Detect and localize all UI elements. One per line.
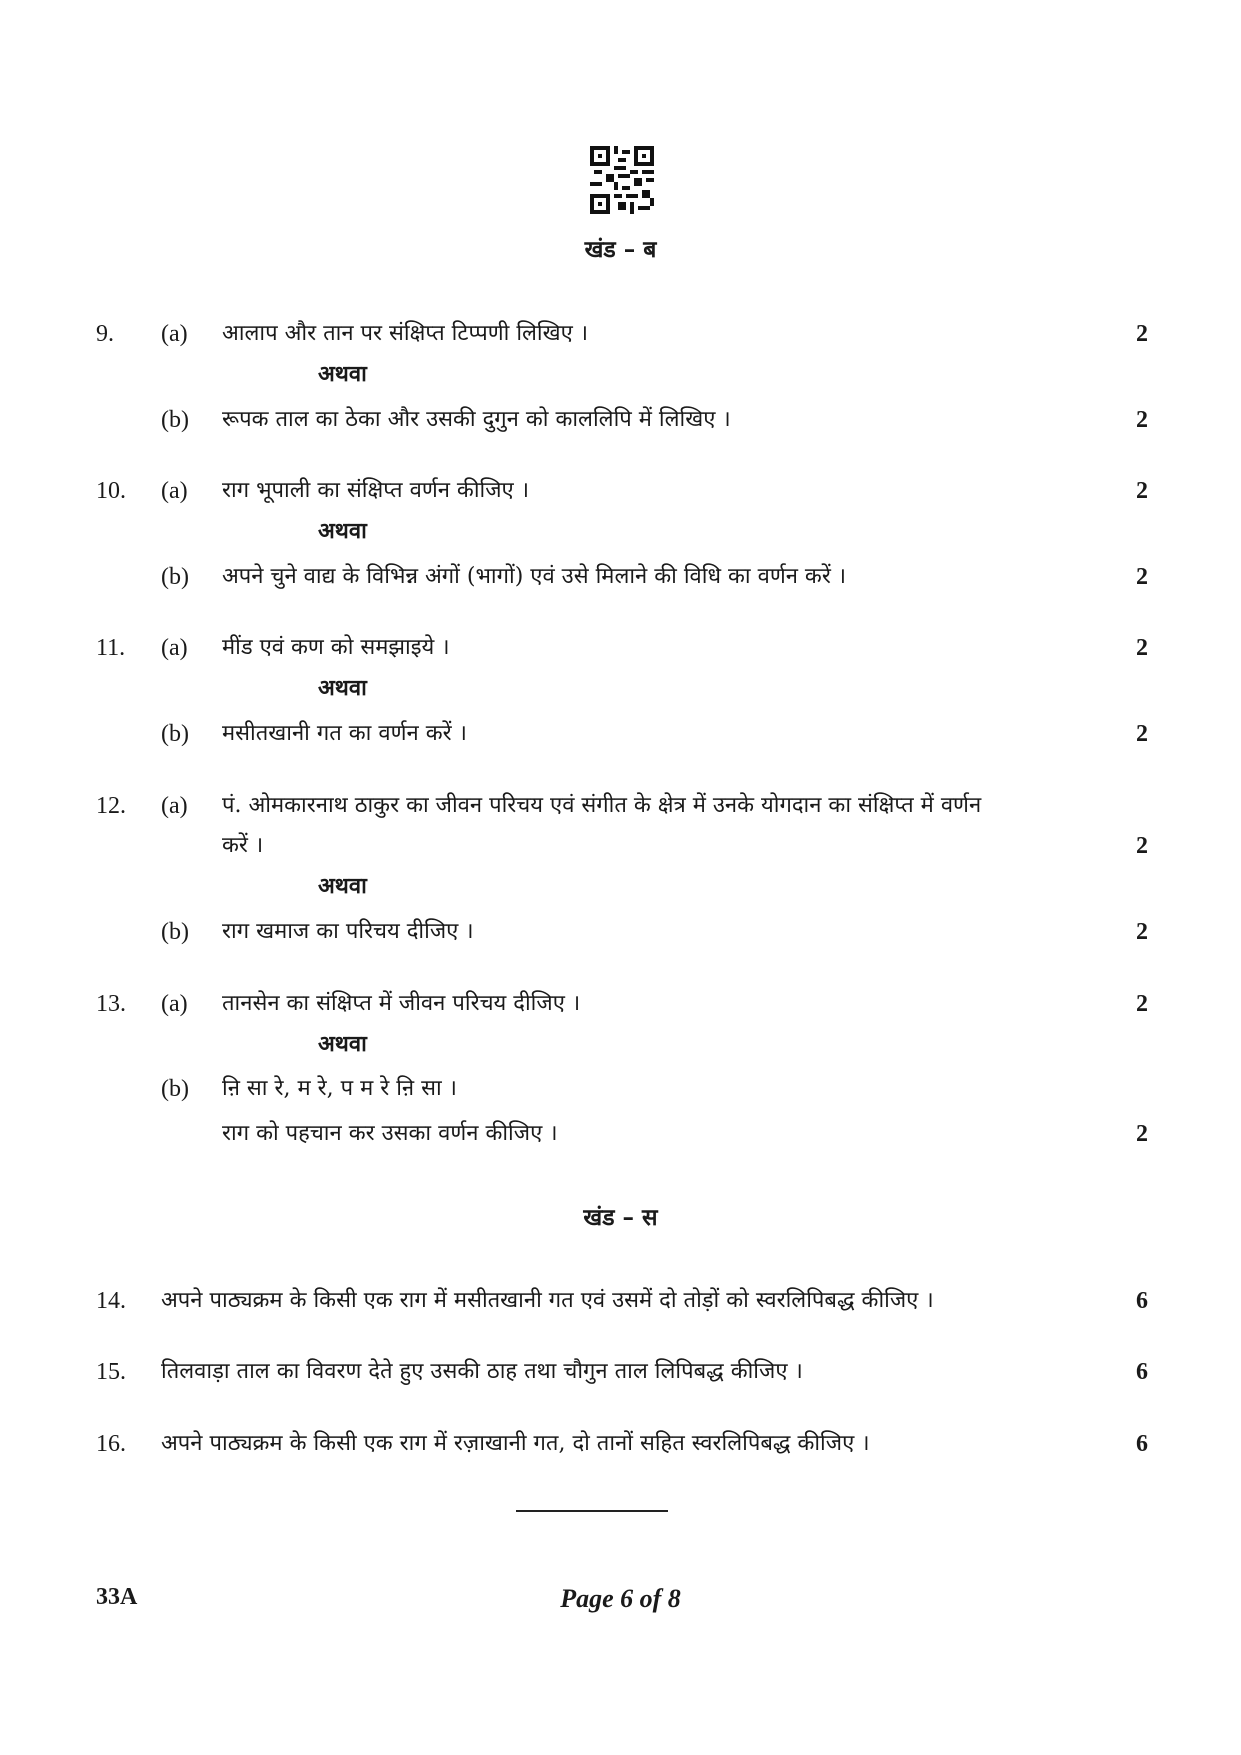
marks: 6: [1136, 1431, 1148, 1457]
question-10a: [0, 471, 1241, 511]
part-label: (a): [161, 793, 188, 819]
or-label: अथवा: [318, 361, 367, 387]
question-13a: [0, 984, 1241, 1024]
question-text: पं. ओमकारनाथ ठाकुर का जीवन परिचय एवं संगीत के क्षेत्र में उनके योगदान का संक्षिप्त में वर्णन: [222, 793, 982, 818]
section-c-heading: खंड – स: [583, 1204, 658, 1231]
question-9a: [0, 314, 1241, 354]
part-label: (b): [161, 564, 189, 590]
or-row: [0, 668, 1241, 708]
question-text: राग खमाज का परिचय दीजिए ।: [222, 919, 474, 944]
question-15: [0, 1352, 1241, 1392]
marks: 2: [1136, 991, 1148, 1017]
part-label: (a): [161, 991, 188, 1017]
or-label: अथवा: [318, 1031, 367, 1057]
or-row: [0, 354, 1241, 394]
marks: 6: [1136, 1359, 1148, 1385]
part-label: (b): [161, 919, 189, 945]
question-number: 15.: [96, 1359, 126, 1385]
section-b-heading: खंड – ब: [584, 236, 657, 263]
question-16: [0, 1424, 1241, 1464]
question-text: तानसेन का संक्षिप्त में जीवन परिचय दीजिए ।: [222, 991, 581, 1016]
question-text: तिलवाड़ा ताल का विवरण देते हुए उसकी ठाह तथा चौगुन ताल लिपिबद्ध कीजिए ।: [161, 1359, 803, 1384]
page-number: Page 6 of 8: [560, 1584, 681, 1613]
part-label: (a): [161, 321, 188, 347]
question-12a-cont: [0, 826, 1241, 866]
part-label: (b): [161, 721, 189, 747]
question-text: राग को पहचान कर उसका वर्णन कीजिए ।: [222, 1121, 558, 1146]
question-text: अपने पाठ्यक्रम के किसी एक राग में मसीतखानी गत एवं उसमें दो तोड़ों को स्वरलिपिबद्ध कीजिए ।: [161, 1288, 934, 1313]
or-row: [0, 866, 1241, 906]
marks: 2: [1136, 635, 1148, 661]
question-text: करें ।: [222, 833, 264, 858]
question-11a: [0, 628, 1241, 668]
question-text: अपने पाठ्यक्रम के किसी एक राग में रज़ाखानी गत, दो तानों सहित स्वरलिपिबद्ध कीजिए ।: [161, 1431, 870, 1456]
question-13b-cont: [0, 1114, 1241, 1154]
question-9b: [0, 400, 1241, 440]
or-label: अथवा: [318, 873, 367, 899]
qr-code: [590, 146, 654, 214]
part-label: (b): [161, 407, 189, 433]
marks: 2: [1136, 564, 1148, 590]
marks: 2: [1136, 407, 1148, 433]
question-number: 12.: [96, 793, 126, 819]
question-text: आलाप और तान पर संक्षिप्त टिप्पणी लिखिए ।: [222, 321, 589, 346]
marks: 2: [1136, 919, 1148, 945]
part-label: (b): [161, 1076, 189, 1102]
question-text: मसीतखानी गत का वर्णन करें ।: [222, 721, 467, 746]
question-text: मींड एवं कण को समझाइये ।: [222, 635, 450, 660]
question-number: 9.: [96, 321, 114, 347]
question-text: ऩि सा रे, म रे, प म रे ऩि सा ।: [222, 1076, 458, 1101]
question-number: 14.: [96, 1288, 126, 1314]
question-10b: [0, 557, 1241, 597]
question-text: अपने चुने वाद्य के विभिन्न अंगों (भागों) एवं उसे मिलाने की विधि का वर्णन करें ।: [222, 564, 847, 589]
or-label: अथवा: [318, 675, 367, 701]
marks: 2: [1136, 833, 1148, 859]
marks: 2: [1136, 721, 1148, 747]
part-label: (a): [161, 478, 188, 504]
question-number: 11.: [96, 635, 126, 661]
question-number: 16.: [96, 1431, 126, 1457]
marks: 2: [1136, 1121, 1148, 1147]
question-12a: [0, 786, 1241, 826]
part-label: (a): [161, 635, 188, 661]
marks: 6: [1136, 1288, 1148, 1314]
question-12b: [0, 912, 1241, 952]
paper-code: 33A: [96, 1584, 138, 1610]
marks: 2: [1136, 321, 1148, 347]
question-text: राग भूपाली का संक्षिप्त वर्णन कीजिए ।: [222, 478, 530, 503]
end-rule: [516, 1510, 668, 1512]
question-text: रूपक ताल का ठेका और उसकी दुगुन को काललिपि में लिखिए ।: [222, 407, 731, 432]
marks: 2: [1136, 478, 1148, 504]
or-label: अथवा: [318, 518, 367, 544]
question-number: 13.: [96, 991, 126, 1017]
question-14: [0, 1281, 1241, 1321]
question-11b: [0, 714, 1241, 754]
question-number: 10.: [96, 478, 126, 504]
or-row: [0, 511, 1241, 551]
or-row: [0, 1024, 1241, 1064]
question-13b: [0, 1069, 1241, 1109]
